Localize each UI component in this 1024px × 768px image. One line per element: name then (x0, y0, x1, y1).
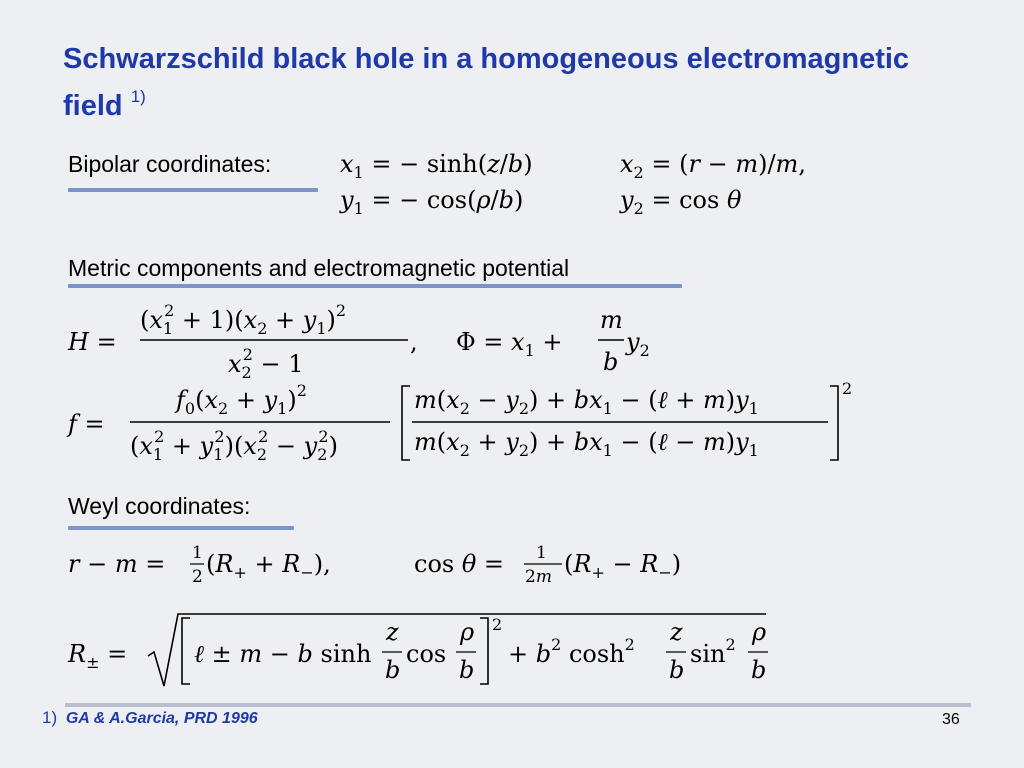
svg-text:ρ: ρ (752, 618, 767, 646)
svg-text:b: b (669, 656, 685, 684)
weyl-underline (68, 526, 294, 530)
svg-text:sin2: $\sin^2$ (690, 635, 736, 668)
eq-R-pm (67, 614, 768, 686)
svg-text:1: 1 (536, 543, 547, 563)
footnote (42, 708, 258, 728)
eq-H (67, 301, 418, 382)
svg-text:m(x2 + y2) + bx1 − (ℓ − m)y1: $m(x_2 + y_2) + bx_1$ − (ℓ − $m)y_1$ (414, 428, 759, 460)
svg-text:z: z (386, 618, 399, 646)
svg-text:1: 1 (192, 543, 203, 563)
page-number: 36 (942, 711, 960, 728)
weyl-equations-svg (68, 536, 788, 696)
svg-text:R± =: $R_\pm$ = (68, 640, 128, 672)
svg-text:z: z (670, 618, 683, 646)
bipolar-equations-svg (340, 140, 880, 220)
eq-y2: $y_2 = \cos \theta$ (620, 186, 742, 218)
eq-y1: $y_1$ = − cos(ρ/b) (340, 186, 524, 218)
svg-text:f =: f = (68, 410, 105, 438)
footer-divider (65, 703, 971, 707)
footnote-marker: 1) (42, 708, 58, 727)
eq-x2: $x_2 = (r - m)/m$, (620, 150, 806, 182)
weyl-equations (68, 536, 788, 696)
bipolar-equations (340, 140, 880, 220)
footnote-reference: GA & A.Garcia, PRD 1996 (65, 710, 258, 727)
eq-x1: $x_1$ = − sinh(z/b) (340, 150, 533, 182)
metric-underline (68, 284, 682, 288)
slide-title-text: Schwarzschild black hole in a homogeneous electromagnetic field (63, 43, 910, 122)
svg-text:b: b (603, 348, 619, 376)
bipolar-underline (68, 188, 318, 192)
svg-text:H =: H = (68, 328, 117, 356)
svg-text:+ b2 cosh2: + $b^2$ $\cosh^2$ (508, 635, 635, 668)
eq-Phi (456, 306, 650, 376)
svg-text:m(x2 − y2) + bx1 − (ℓ + m)y1: $m(x_2 - y_2) + bx_1$ − (ℓ + $m)y_1$ (414, 386, 759, 418)
title-reference-marker: 1) (130, 87, 146, 106)
eq-cos-theta (414, 543, 681, 587)
eq-r-minus-m (68, 543, 331, 587)
svg-text:(x12 + y12)(x22 − y22): $(x_12 + y_12)(x_22 - y_22)$ (130, 427, 338, 464)
svg-text:b: b (459, 656, 475, 684)
eq-f (66, 379, 852, 464)
svg-text:cos θ =: cos θ = (414, 550, 505, 578)
svg-text:y2: $y_2$ (626, 328, 650, 360)
svg-text:2: 2 (192, 567, 203, 587)
svg-text:b: b (385, 656, 401, 684)
svg-text:(R+ − R−): $(R_+ - R_-)$ (564, 550, 682, 582)
svg-text:r − m =: r − m = (68, 550, 166, 578)
metric-heading: Metric components and electromagnetic potential (68, 255, 570, 281)
svg-text:(x12 + 1)(x2 + y1)2: $(x_12 + 1)(x_2 + y_1)^2$ (140, 301, 347, 338)
weyl-heading: Weyl coordinates: (68, 493, 251, 519)
svg-text:2: 2 (842, 379, 853, 398)
svg-text:x22 − 1: $x_22 - 1$ (228, 345, 304, 382)
bipolar-heading: Bipolar coordinates: (68, 151, 272, 177)
svg-text:2m: 2m (525, 567, 552, 587)
svg-text:cos: cos (406, 640, 447, 668)
svg-text:Φ = x1 +: $\Phi = x_1$ + (456, 328, 563, 360)
svg-text:2: 2 (492, 615, 503, 634)
slide-title (63, 40, 963, 125)
svg-text:ℓ ± m − b sinh: ℓ ± m − b sinh (194, 640, 372, 668)
metric-equations (68, 298, 868, 468)
svg-text:f0(x2 + y1)2: $f_0(x_2 + y_1)^2$ (176, 381, 307, 418)
svg-text:ρ: ρ (460, 618, 475, 646)
svg-text:(R+ + R−),: $(R_+ + R_-)$, (206, 550, 331, 582)
svg-text:m: m (600, 306, 623, 334)
svg-text:,: , (410, 328, 418, 356)
svg-text:b: b (751, 656, 767, 684)
metric-equations-svg (68, 298, 868, 468)
